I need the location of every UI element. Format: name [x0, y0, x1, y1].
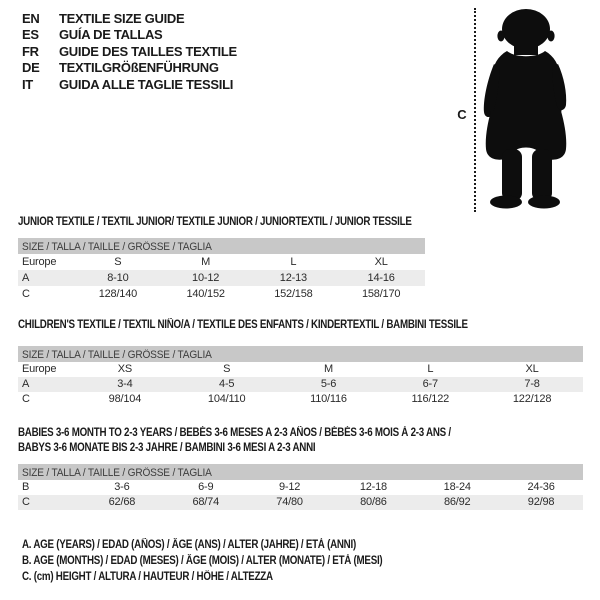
size-cell: 98/104 — [108, 393, 142, 405]
junior-textile-section — [18, 216, 425, 302]
footnote-list — [22, 537, 446, 585]
size-cell: 128/140 — [98, 288, 138, 300]
size-cell: 12-13 — [279, 272, 307, 284]
size-cell: 116/122 — [411, 393, 450, 405]
section-title: BABIES 3-6 MONTH TO 2-3 YEARS / BEBÉS 3-6 MESES A 2-3 AÑOS / BÉBÉS 3-6 MOIS À 2-3 ANS / — [18, 427, 451, 439]
table-row — [18, 362, 583, 377]
size-cell: 18-24 — [443, 481, 471, 493]
language-row — [22, 60, 237, 77]
language-title-list — [22, 10, 237, 93]
table-row — [18, 254, 425, 270]
size-cell: 92/98 — [527, 496, 555, 508]
language-code: EN — [22, 10, 40, 26]
row-label: C — [22, 288, 30, 300]
size-cell: XS — [117, 363, 133, 375]
size-header-bar — [18, 346, 583, 362]
row-label: Europe — [22, 256, 57, 268]
size-header-label: SIZE / TALLA / TAILLE / GRÖSSE / TAGLIA — [22, 349, 212, 361]
size-header-label: SIZE / TALLA / TAILLE / GRÖSSE / TAGLIA — [22, 467, 212, 479]
size-cell: 86/92 — [443, 496, 471, 508]
footnote-b: B. AGE (MONTHS) / EDAD (MESES) / ÂGE (MOIS) / ALTER (MONATE) / ETÀ (MESI) — [22, 555, 383, 567]
size-header-label: SIZE / TALLA / TAILLE / GRÖSSE / TAGLIA — [22, 241, 212, 253]
size-cell: 122/128 — [512, 393, 552, 405]
size-cell: S — [223, 363, 231, 375]
size-cell: 8-10 — [107, 272, 129, 284]
size-cell: 10-12 — [192, 272, 220, 284]
size-cell: 68/74 — [192, 496, 219, 508]
size-cell: 14-16 — [367, 272, 395, 284]
language-code: IT — [22, 76, 33, 92]
language-code: DE — [22, 60, 40, 76]
table-row — [18, 392, 583, 407]
section-title-line2: BABYS 3-6 MONATE BIS 2-3 JAHRE / BAMBINI 3-6 MESI A 2-3 ANNI — [18, 442, 316, 454]
size-cell: 5-6 — [320, 378, 337, 390]
size-cell: 140/152 — [186, 288, 225, 300]
table-row — [18, 495, 583, 510]
row-label: C — [22, 393, 30, 405]
section-title: CHILDREN'S TEXTILE / TEXTIL NIÑO/A / TEXTILE DES ENFANTS / KINDERTEXTIL / BAMBINI TESSILE — [18, 319, 468, 331]
size-cell: S — [114, 256, 122, 268]
guide-title: TEXTILE SIZE GUIDE — [59, 10, 185, 26]
guide-title: TEXTILGRÖßENFÜHRUNG — [59, 60, 219, 76]
size-cell: 4-5 — [219, 378, 235, 390]
size-cell: L — [290, 256, 297, 268]
size-cell: 6-9 — [198, 481, 214, 493]
footnote-a: A. AGE (YEARS) / EDAD (AÑOS) / ÂGE (ANS) / ALTER (JAHRE) / ETÀ (ANNI) — [22, 539, 356, 551]
size-cell: XL — [525, 363, 539, 375]
size-cell: 158/170 — [361, 288, 401, 300]
language-row — [22, 43, 237, 60]
language-code: ES — [22, 27, 39, 43]
size-cell: 152/158 — [274, 288, 313, 300]
section-title: JUNIOR TEXTILE / TEXTIL JUNIOR/ TEXTILE JUNIOR / JUNIORTEXTIL / JUNIOR TESSILE — [18, 216, 412, 228]
size-cell: 74/80 — [276, 496, 303, 508]
guide-title: GUIDE DES TAILLES TEXTILE — [59, 43, 237, 59]
size-cell: 9-12 — [278, 481, 301, 493]
height-measure-dotted-line — [474, 8, 476, 212]
toddler-silhouette-shape — [484, 9, 566, 209]
language-row — [22, 10, 237, 27]
row-label: Europe — [22, 363, 57, 375]
row-label: B — [22, 481, 30, 493]
size-header-bar — [18, 464, 583, 480]
size-cell: 104/110 — [207, 393, 246, 405]
size-cell: 62/68 — [108, 496, 136, 508]
language-code: FR — [22, 43, 39, 59]
size-cell: 6-7 — [422, 378, 438, 390]
row-label: A — [22, 378, 30, 390]
toddler-silhouette-icon — [479, 9, 569, 210]
size-cell: 3-4 — [117, 378, 133, 390]
size-cell: 80/86 — [360, 496, 387, 508]
guide-title: GUIDA ALLE TAGLIE TESSILI — [59, 76, 234, 92]
size-cell: XL — [374, 256, 388, 268]
table-row — [18, 286, 425, 302]
language-row — [22, 76, 237, 93]
row-label: C — [22, 496, 30, 508]
footnote-c: C. (cm) HEIGHT / ALTURA / HAUTEUR / HÖHE / ALTEZZA — [22, 571, 273, 583]
babies-textile-section — [18, 426, 583, 510]
size-cell: M — [201, 256, 211, 268]
row-label: A — [22, 272, 30, 284]
table-row — [18, 480, 583, 495]
size-header-bar — [18, 238, 425, 254]
table-row — [18, 377, 583, 392]
height-label-c: C — [457, 107, 467, 122]
size-cell: 12-18 — [359, 481, 387, 493]
size-cell: 110/116 — [310, 393, 347, 405]
childrens-textile-section — [18, 319, 583, 407]
language-row — [22, 27, 237, 44]
size-cell: 7-8 — [524, 378, 540, 390]
size-cell: 3-6 — [114, 481, 130, 493]
size-cell: M — [324, 363, 333, 375]
table-row — [18, 270, 425, 286]
guide-title: GUÍA DE TALLAS — [59, 27, 163, 43]
size-cell: 24-36 — [527, 481, 555, 493]
size-cell: L — [427, 363, 434, 375]
